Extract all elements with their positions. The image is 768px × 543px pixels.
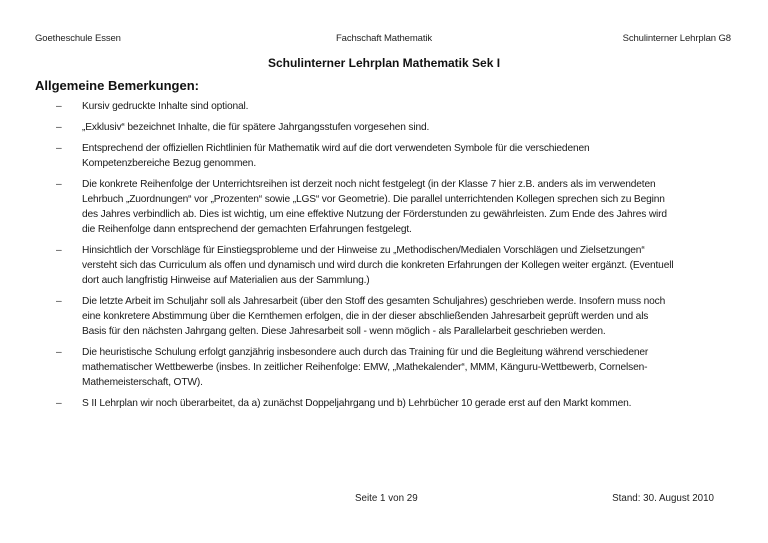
text-line: S II Lehrplan wir noch überarbeitet, da a) zunächst Doppeljahrgang und b) Lehrbücher 10 gerade erst auf den Markt kommen.: [82, 398, 632, 409]
text-line: Hinsichtlich der Vorschläge für Einstiegsprobleme und der Hinweise zu „Methodischen/Medialen Vorschlägen und Zielsetzungen“: [82, 245, 645, 256]
list-item-text: [82, 396, 742, 411]
text-line: Lehrbuch „Zuordnungen“ vor „Prozenten“ sowie „LGS“ vor Geometrie). Die parallel unterrichtenden Kollegen sprechen sich zu Beginn: [82, 194, 665, 206]
header-department: Fachschaft Mathematik: [335, 33, 433, 44]
dash-bullet-icon: –: [56, 398, 62, 409]
text-line: dort auch langfristig Hinweise auf Materialien aus der Sammlung.): [82, 275, 370, 287]
text-line: Die konkrete Reihenfolge der Unterrichtsreihen ist derzeit noch nicht festgelegt (in der Klasse 7 hier z.B. anders als im verwendeten: [82, 179, 656, 190]
list-item-text: [82, 294, 742, 339]
text-line: mathematischer Wettbewerbe (insbes. In zeitlicher Reihenfolge: EMW, „Mathekalender“, MMM, Känguru-Wettbewerb, Cornelsen-: [82, 362, 648, 374]
list-item-text: [82, 120, 742, 135]
list-item-text: [82, 243, 742, 288]
text-line: „Exklusiv“ bezeichnet Inhalte, die für spätere Jahrgangsstufen vorgesehen sind.: [82, 122, 430, 133]
text-line: Die letzte Arbeit im Schuljahr soll als Jahresarbeit (über den Stoff des gesamten Schuljahres) geschrieben werde. Insofern muss noch: [82, 296, 666, 307]
dash-bullet-icon: –: [56, 347, 62, 358]
text-line: Die heuristische Schulung erfolgt ganzjährig insbesondere auch durch das Training für und die Begleitung während verschiedener: [82, 347, 649, 358]
dash-bullet-icon: –: [56, 143, 62, 154]
dash-bullet-icon: –: [56, 245, 62, 256]
text-line: eine konkretere Abstimmung über die Kernthemen erfolgen, die in der dieser abschließenden Jahresarbeit geprüft werden und als: [82, 311, 649, 323]
text-line: des Jahres verbindlich ab. Dies ist wichtig, um eine effektive Nutzung der Förderstunden zu gewährleisten. Zum Ende des Jahres wird: [82, 209, 667, 221]
dash-bullet-icon: –: [56, 296, 62, 307]
text-line: versteht sich das Curriculum als offen und dynamisch und wird durch die konkreten Erfahrungen der Kollegen weiter ergänzt. (Eventuell: [82, 260, 674, 272]
document-date: Stand: 30. August 2010: [612, 493, 714, 504]
text-line: Kursiv gedruckte Inhalte sind optional.: [82, 101, 249, 112]
text-line: Basis für den nächsten Jahrgang gelten. Diese Jahresarbeit soll - wenn möglich - als Parallelarbeit geschrieben werden.: [82, 326, 606, 338]
dash-bullet-icon: –: [56, 122, 62, 133]
section-title: Allgemeine Bemerkungen:: [35, 78, 199, 93]
list-item-text: [82, 99, 742, 114]
page-number: Seite 1 von 29: [355, 493, 418, 504]
text-line: Kompetenzbereiche Bezug genommen.: [82, 158, 257, 170]
list-item-text: [82, 345, 742, 390]
dash-bullet-icon: –: [56, 179, 62, 190]
text-line: Mathemeisterschaft, OTW).: [82, 377, 203, 389]
list-item-text: [82, 141, 742, 171]
header-document: Schulinterner Lehrplan G8: [622, 33, 731, 44]
text-line: die Reihenfolge dann entsprechend der gemachten Erfahrungen festgelegt.: [82, 224, 412, 236]
header-school: Goetheschule Essen: [35, 33, 121, 44]
document-title: Schulinterner Lehrplan Mathematik Sek I: [267, 56, 501, 70]
text-line: Entsprechend der offiziellen Richtlinien für Mathematik wird auf die dort verwendeten Symbole für die verschiedenen: [82, 143, 590, 154]
list-item-text: [82, 177, 742, 237]
dash-bullet-icon: –: [56, 101, 62, 112]
